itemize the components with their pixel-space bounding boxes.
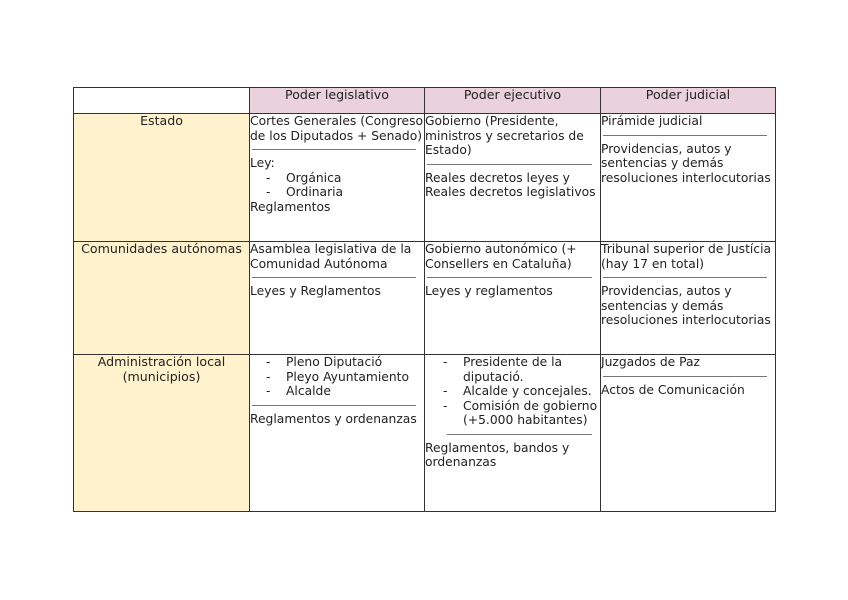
rowhead-comunidades: Comunidades autónomas	[74, 242, 250, 355]
local-legislativo-norms: Reglamentos y ordenanzas	[250, 411, 417, 426]
list-item: - Ordinaria	[266, 185, 424, 200]
local-ejecutivo-list	[425, 355, 600, 428]
header-legislativo: Poder legislativo	[250, 88, 425, 114]
divider	[427, 164, 592, 165]
cell-estado-legislativo	[250, 114, 425, 242]
local-legislativo-list	[250, 355, 424, 399]
cell-comunidades-ejecutivo	[425, 242, 601, 355]
divider	[603, 277, 767, 278]
divider	[603, 135, 767, 136]
local-ejecutivo-norms: Reglamentos, bandos y ordenanzas	[425, 440, 570, 469]
comunidades-ejecutivo-norms: Leyes y reglamentos	[425, 284, 553, 298]
cell-comunidades-judicial	[601, 242, 776, 355]
comunidades-ejecutivo-organ: Gobierno autonómico (+ Consellers en Cataluña)	[425, 242, 577, 271]
list-item: - Alcalde y concejales.	[443, 384, 600, 399]
estado-judicial-organ: Pirámide judicial	[601, 114, 703, 128]
list-item: - Pleno Diputació	[266, 355, 424, 370]
divider	[447, 434, 592, 435]
comunidades-judicial-organ: Tribunal superior de Justícia (hay 17 en total)	[601, 242, 772, 271]
estado-reglamentos: Reglamentos	[250, 199, 331, 214]
comunidades-legislativo-organ: Asamblea legislativa de la Comunidad Autónoma	[250, 242, 412, 271]
row-comunidades	[74, 242, 776, 355]
comunidades-legislativo-norms: Leyes y Reglamentos	[250, 284, 381, 298]
cell-local-judicial	[601, 355, 776, 512]
powers-table	[73, 87, 776, 512]
header-ejecutivo: Poder ejecutivo	[425, 88, 601, 114]
estado-judicial-acts: Providencias, autos y sentencias y demás resoluciones interlocutorias	[601, 141, 771, 185]
local-judicial-organ: Juzgados de Paz	[601, 355, 700, 369]
comunidades-judicial-acts: Providencias, autos y sentencias y demás resoluciones interlocutorias	[601, 284, 771, 327]
row-administracion-local	[74, 355, 776, 512]
rowhead-administracion-local: Administración local (municipios)	[74, 355, 250, 512]
cell-comunidades-legislativo	[250, 242, 425, 355]
list-item: - Presidente de la diputació.	[443, 355, 600, 384]
cell-estado-judicial	[601, 114, 776, 242]
estado-legislativo-organ: Cortes Generales (Congreso de los Diputados + Senado)	[250, 114, 423, 143]
list-item: - Comisión de gobierno (+5.000 habitantes)	[443, 399, 600, 428]
divider	[252, 277, 416, 278]
cell-estado-ejecutivo	[425, 114, 601, 242]
divider	[427, 277, 592, 278]
local-judicial-acts: Actos de Comunicación	[601, 382, 745, 397]
rowhead-estado: Estado	[74, 114, 250, 242]
divider	[603, 376, 767, 377]
divider	[252, 149, 416, 150]
header-judicial: Poder judicial	[601, 88, 776, 114]
list-item: - Pleyo Ayuntamiento	[266, 370, 424, 385]
cell-local-ejecutivo	[425, 355, 601, 512]
header-row	[74, 88, 776, 114]
row-estado	[74, 114, 776, 242]
list-item: - Alcalde	[266, 384, 424, 399]
estado-ley-list	[250, 171, 424, 200]
divider	[252, 405, 416, 406]
corner-cell	[74, 88, 250, 114]
list-item: - Orgánica	[266, 171, 424, 186]
estado-ley-label: Ley:	[250, 156, 275, 170]
estado-ejecutivo-norms: Reales decretos leyes y Reales decretos legislativos	[425, 170, 596, 199]
cell-local-legislativo	[250, 355, 425, 512]
estado-ejecutivo-organ: Gobierno (Presidente, ministros y secretarios de Estado)	[425, 114, 584, 157]
